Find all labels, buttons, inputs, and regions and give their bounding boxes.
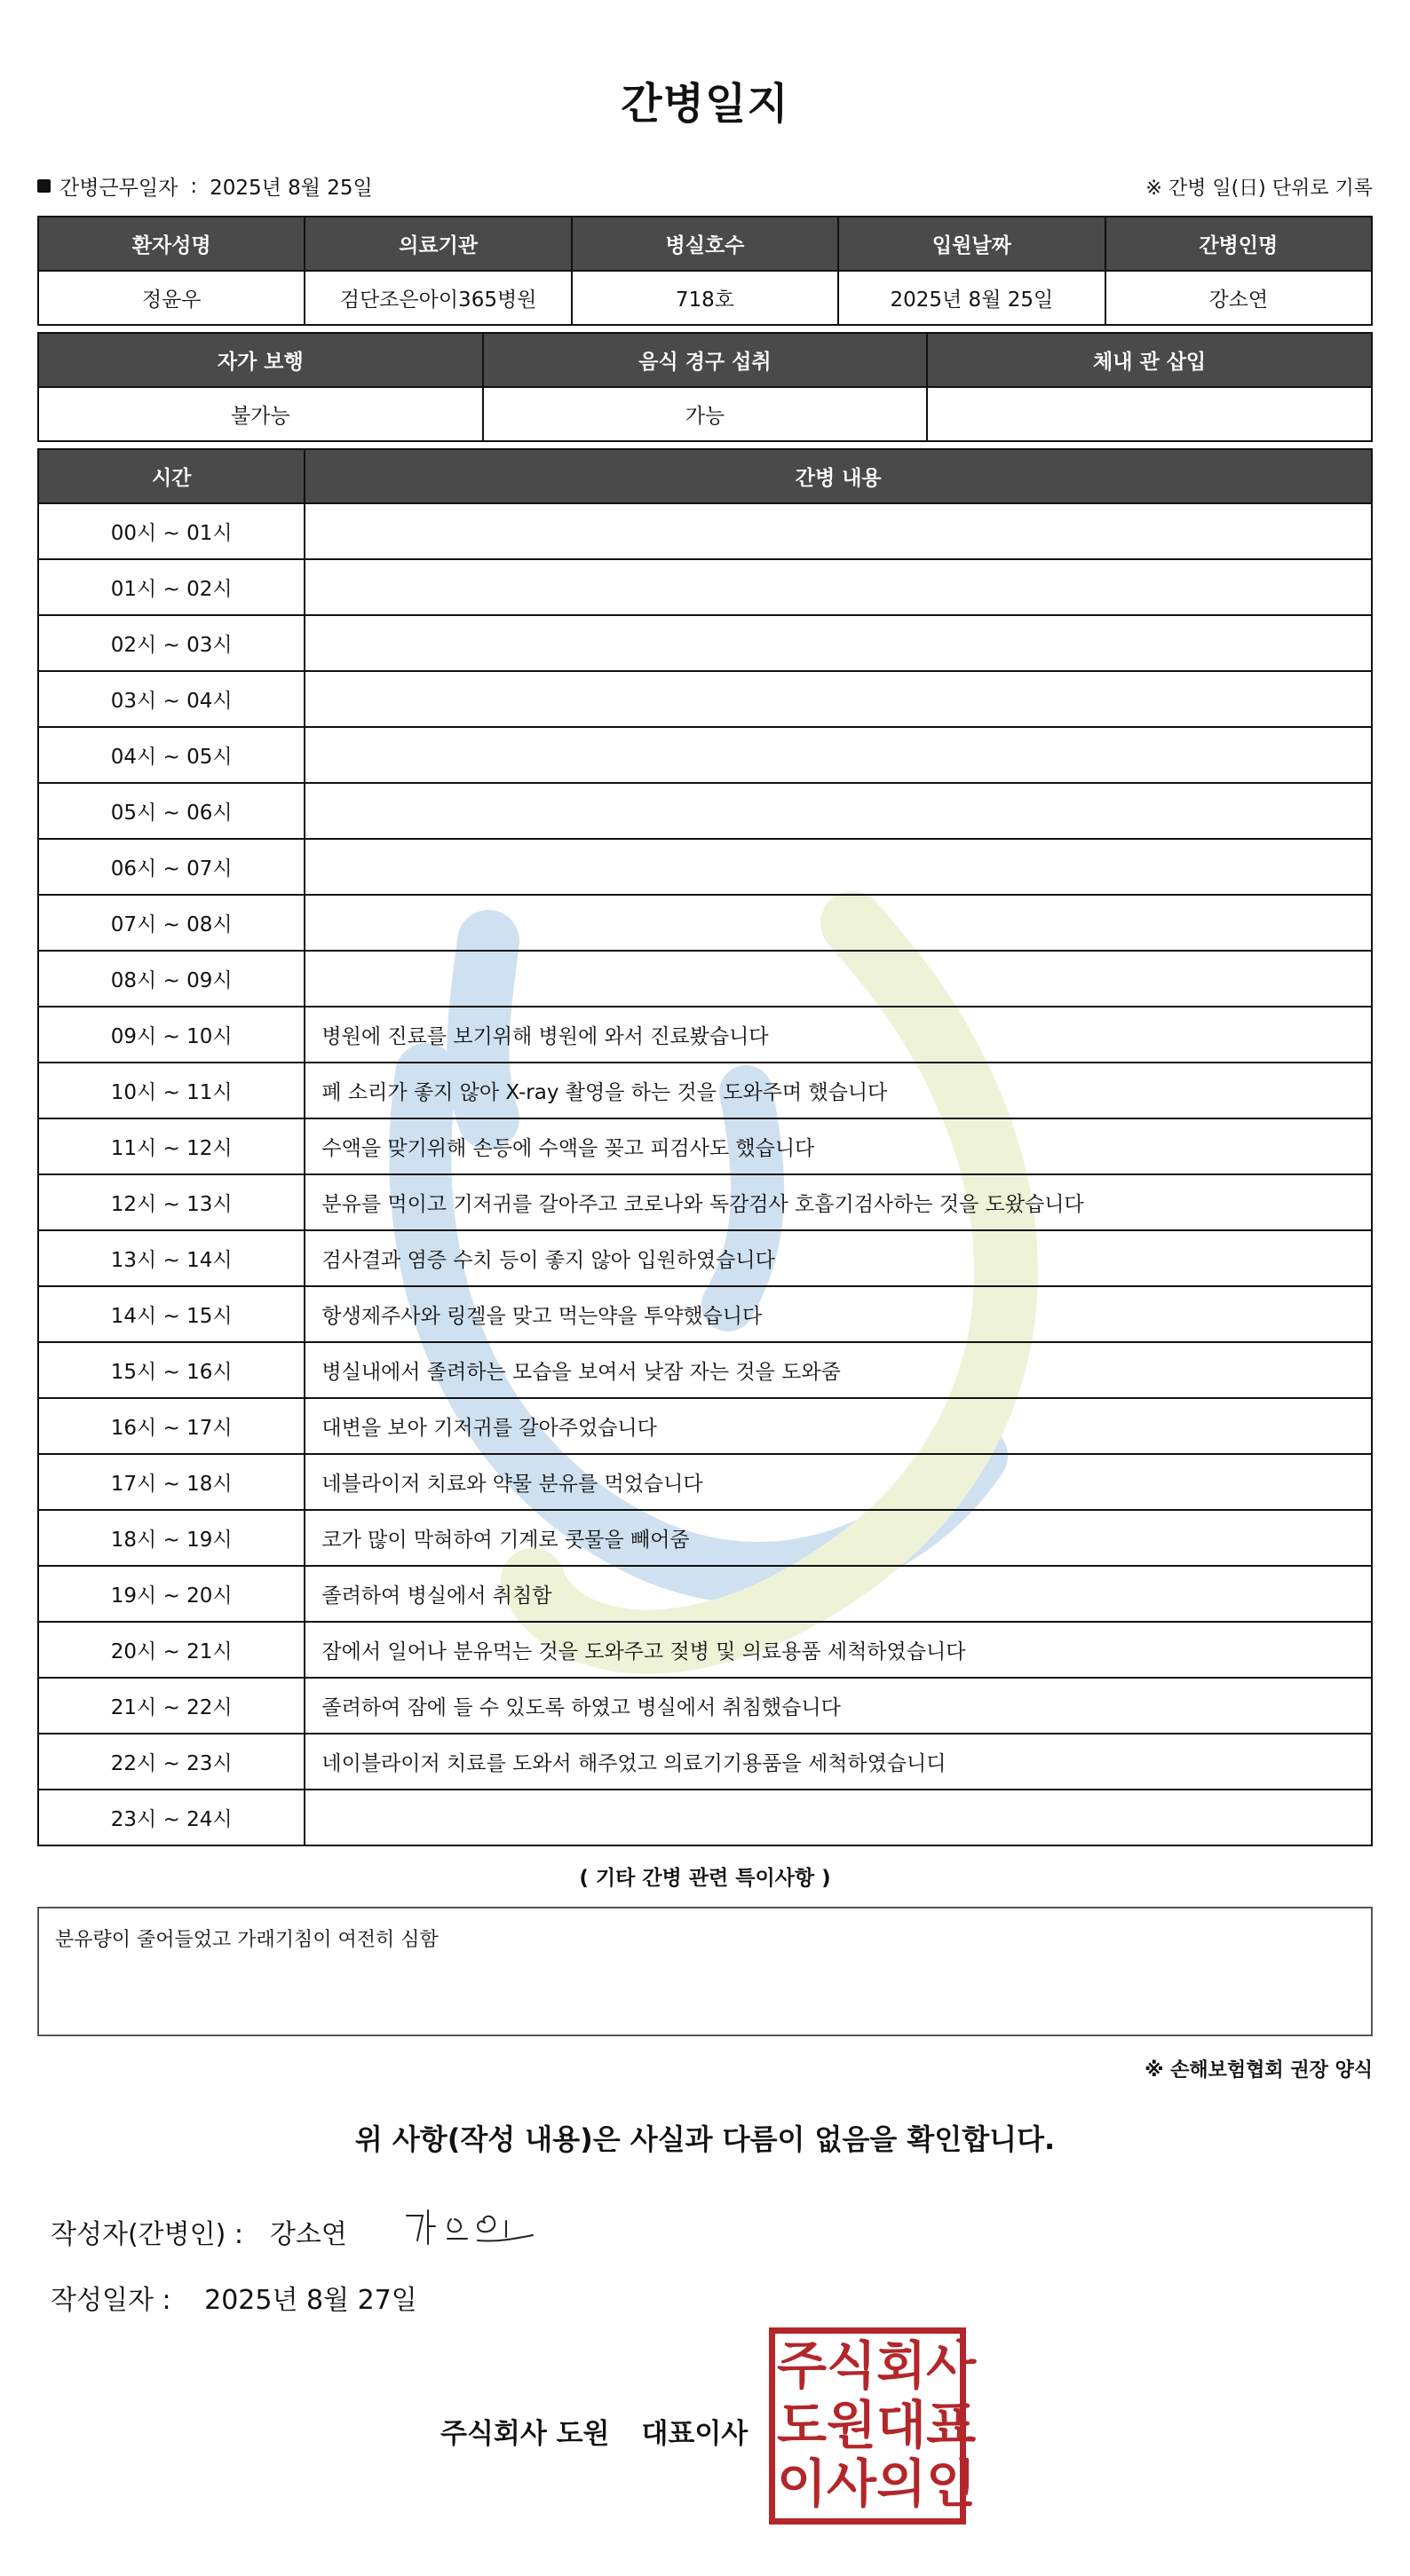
writer-name: 강소연 bbox=[269, 2219, 347, 2250]
log-row bbox=[38, 1342, 1372, 1398]
log-content: 잠에서 일어나 분유먹는 것을 도와주고 젖병 및 의료용품 세척하였습니다 bbox=[305, 1622, 1372, 1678]
log-content: 폐 소리가 좋지 않아 X-ray 촬영을 하는 것을 도와주며 했습니다 bbox=[305, 1063, 1372, 1118]
log-row bbox=[38, 615, 1372, 671]
extra-notes-label: ( 기타 간병 관련 특이사항 ) bbox=[579, 1867, 831, 1890]
log-row bbox=[38, 727, 1372, 783]
log-time: 15시 ~ 16시 bbox=[38, 1342, 305, 1398]
seal-char: 이 bbox=[777, 2454, 828, 2515]
log-content: 병원에 진료를 보기위해 병원에 와서 진료봤습니다 bbox=[305, 1007, 1372, 1063]
header-self-walking: 자가 보행 bbox=[38, 333, 483, 387]
page-title: 간병일지 bbox=[621, 79, 789, 129]
log-row bbox=[38, 1398, 1372, 1454]
log-time: 20시 ~ 21시 bbox=[38, 1622, 305, 1678]
log-content: 졸려하여 병실에서 취침함 bbox=[305, 1566, 1372, 1622]
log-row bbox=[38, 1566, 1372, 1622]
header-room: 병실호수 bbox=[572, 217, 838, 271]
log-time: 16시 ~ 17시 bbox=[38, 1398, 305, 1454]
log-content: 네이블라이저 치료를 도와서 해주었고 의료기기용품을 세척하였습니디 bbox=[305, 1734, 1372, 1790]
log-content: 네블라이저 치료와 약물 분유를 먹었습니다 bbox=[305, 1454, 1372, 1510]
log-time: 18시 ~ 19시 bbox=[38, 1510, 305, 1566]
header-admission-date: 입원날짜 bbox=[838, 217, 1105, 271]
seal-char: 의 bbox=[876, 2454, 927, 2515]
log-content bbox=[305, 727, 1372, 783]
log-time: 01시 ~ 02시 bbox=[38, 559, 305, 615]
admission-date: 2025년 8월 25일 bbox=[838, 271, 1105, 325]
seal-char: 인 bbox=[926, 2454, 977, 2515]
work-date-sep: : bbox=[190, 174, 198, 198]
header-tube-insertion: 체내 관 삽입 bbox=[927, 333, 1372, 387]
log-content: 분유를 먹이고 기저귀를 갈아주고 코로나와 독감검사 호흡기검사하는 것을 도왔습니다 bbox=[305, 1174, 1372, 1230]
log-row bbox=[38, 1063, 1372, 1118]
oral-intake: 가능 bbox=[483, 387, 928, 441]
writer-label: 작성자(간병인) : bbox=[51, 2219, 243, 2250]
seal-char: 주 bbox=[777, 2335, 828, 2396]
header-oral-intake: 음식 경구 섭취 bbox=[483, 333, 928, 387]
confirm-statement: 위 사항(작성 내용)은 사실과 다름이 없음을 확인합니다. bbox=[354, 2122, 1056, 2156]
seal-char: 대 bbox=[876, 2394, 927, 2455]
log-time: 13시 ~ 14시 bbox=[38, 1230, 305, 1286]
writer-row bbox=[51, 2212, 347, 2251]
company-seal-stamp bbox=[769, 2327, 977, 2525]
log-time: 06시 ~ 07시 bbox=[38, 839, 305, 895]
log-row bbox=[38, 1118, 1372, 1174]
seal-char: 원 bbox=[827, 2394, 877, 2455]
log-content bbox=[305, 559, 1372, 615]
log-content: 졸려하여 잠에 들 수 있도록 하였고 병실에서 취침했습니다 bbox=[305, 1678, 1372, 1734]
seal-char: 사 bbox=[926, 2335, 977, 2396]
ceo-label: 대표이사 bbox=[641, 2418, 749, 2450]
log-row bbox=[38, 1454, 1372, 1510]
log-row bbox=[38, 1678, 1372, 1734]
unit-note: ※ 간병 일(日) 단위로 기록 bbox=[1145, 178, 1373, 200]
log-row bbox=[38, 1790, 1372, 1845]
written-date-row bbox=[51, 2278, 417, 2317]
written-date-label: 작성일자 : bbox=[51, 2285, 171, 2316]
company-name: 주식회사 도원 bbox=[440, 2418, 610, 2450]
company-signoff bbox=[440, 2411, 748, 2451]
log-time: 11시 ~ 12시 bbox=[38, 1118, 305, 1174]
log-content: 검사결과 염증 수치 등이 좋지 않아 입원하였습니다 bbox=[305, 1230, 1372, 1286]
log-row bbox=[38, 1622, 1372, 1678]
log-content bbox=[305, 503, 1372, 559]
log-row bbox=[38, 503, 1372, 559]
tube-insertion bbox=[927, 387, 1372, 441]
log-row bbox=[38, 895, 1372, 951]
work-date-label: 간병근무일자 bbox=[59, 177, 178, 200]
institution: 검단조은아이365병원 bbox=[305, 271, 571, 325]
log-content: 대변을 보아 기저귀를 갈아주었습니다 bbox=[305, 1398, 1372, 1454]
log-row bbox=[38, 671, 1372, 727]
caregiver-name: 강소연 bbox=[1105, 271, 1372, 325]
log-content bbox=[305, 951, 1372, 1007]
log-time: 14시 ~ 15시 bbox=[38, 1286, 305, 1342]
log-time: 08시 ~ 09시 bbox=[38, 951, 305, 1007]
log-row bbox=[38, 1286, 1372, 1342]
log-content: 수액을 맞기위해 손등에 수액을 꽂고 피검사도 했습니다 bbox=[305, 1118, 1372, 1174]
log-content bbox=[305, 839, 1372, 895]
log-content bbox=[305, 671, 1372, 727]
log-row bbox=[38, 951, 1372, 1007]
log-time: 19시 ~ 20시 bbox=[38, 1566, 305, 1622]
log-row bbox=[38, 1734, 1372, 1790]
seal-char: 도 bbox=[777, 2394, 828, 2455]
recommend-note: ※ 손해보험협회 권장 양식 bbox=[1145, 2059, 1373, 2082]
log-row bbox=[38, 559, 1372, 615]
handwritten-signature bbox=[400, 2203, 542, 2251]
log-time: 04시 ~ 05시 bbox=[38, 727, 305, 783]
log-time: 07시 ~ 08시 bbox=[38, 895, 305, 951]
log-row bbox=[38, 1007, 1372, 1063]
log-content: 항생제주사와 링겔을 맞고 먹는약을 투약했습니다 bbox=[305, 1286, 1372, 1342]
log-content bbox=[305, 895, 1372, 951]
log-time: 09시 ~ 10시 bbox=[38, 1007, 305, 1063]
work-date bbox=[37, 171, 373, 201]
log-row bbox=[38, 1510, 1372, 1566]
log-row bbox=[38, 839, 1372, 895]
self-walking: 불가능 bbox=[38, 387, 483, 441]
log-time: 03시 ~ 04시 bbox=[38, 671, 305, 727]
seal-char: 식 bbox=[827, 2335, 877, 2396]
patient-name: 정윤우 bbox=[38, 271, 305, 325]
log-time: 02시 ~ 03시 bbox=[38, 615, 305, 671]
seal-char: 표 bbox=[926, 2394, 977, 2455]
room-number: 718호 bbox=[572, 271, 838, 325]
log-row bbox=[38, 1230, 1372, 1286]
written-date-value: 2025년 8월 27일 bbox=[204, 2285, 417, 2316]
header-institution: 의료기관 bbox=[305, 217, 571, 271]
extra-notes-box bbox=[37, 1907, 1373, 2036]
seal-char: 사 bbox=[827, 2454, 877, 2515]
header-care-content: 간병 내용 bbox=[305, 449, 1372, 503]
log-time: 05시 ~ 06시 bbox=[38, 783, 305, 839]
log-content bbox=[305, 783, 1372, 839]
extra-notes-text: 분유량이 줄어들었고 가래기침이 여전히 심함 bbox=[55, 1929, 439, 1951]
log-time: 17시 ~ 18시 bbox=[38, 1454, 305, 1510]
patient-table bbox=[37, 216, 1373, 326]
log-content bbox=[305, 615, 1372, 671]
status-table bbox=[37, 332, 1373, 442]
log-time: 23시 ~ 24시 bbox=[38, 1790, 305, 1845]
log-row bbox=[38, 783, 1372, 839]
bullet-square-icon bbox=[37, 179, 51, 193]
header-caregiver: 간병인명 bbox=[1105, 217, 1372, 271]
log-time: 00시 ~ 01시 bbox=[38, 503, 305, 559]
seal-char: 회 bbox=[876, 2335, 927, 2396]
log-content: 코가 많이 막혀하여 기계로 콧물을 빼어줌 bbox=[305, 1510, 1372, 1566]
log-time: 10시 ~ 11시 bbox=[38, 1063, 305, 1118]
log-time: 22시 ~ 23시 bbox=[38, 1734, 305, 1790]
log-row bbox=[38, 1174, 1372, 1230]
log-time: 12시 ~ 13시 bbox=[38, 1174, 305, 1230]
header-patient-name: 환자성명 bbox=[38, 217, 305, 271]
log-time: 21시 ~ 22시 bbox=[38, 1678, 305, 1734]
header-time: 시간 bbox=[38, 449, 305, 503]
work-date-value: 2025년 8월 25일 bbox=[210, 177, 373, 200]
log-content: 병실내에서 졸려하는 모습을 보여서 낮잠 자는 것을 도와줌 bbox=[305, 1342, 1372, 1398]
log-content bbox=[305, 1790, 1372, 1845]
care-log-table bbox=[37, 448, 1373, 1846]
